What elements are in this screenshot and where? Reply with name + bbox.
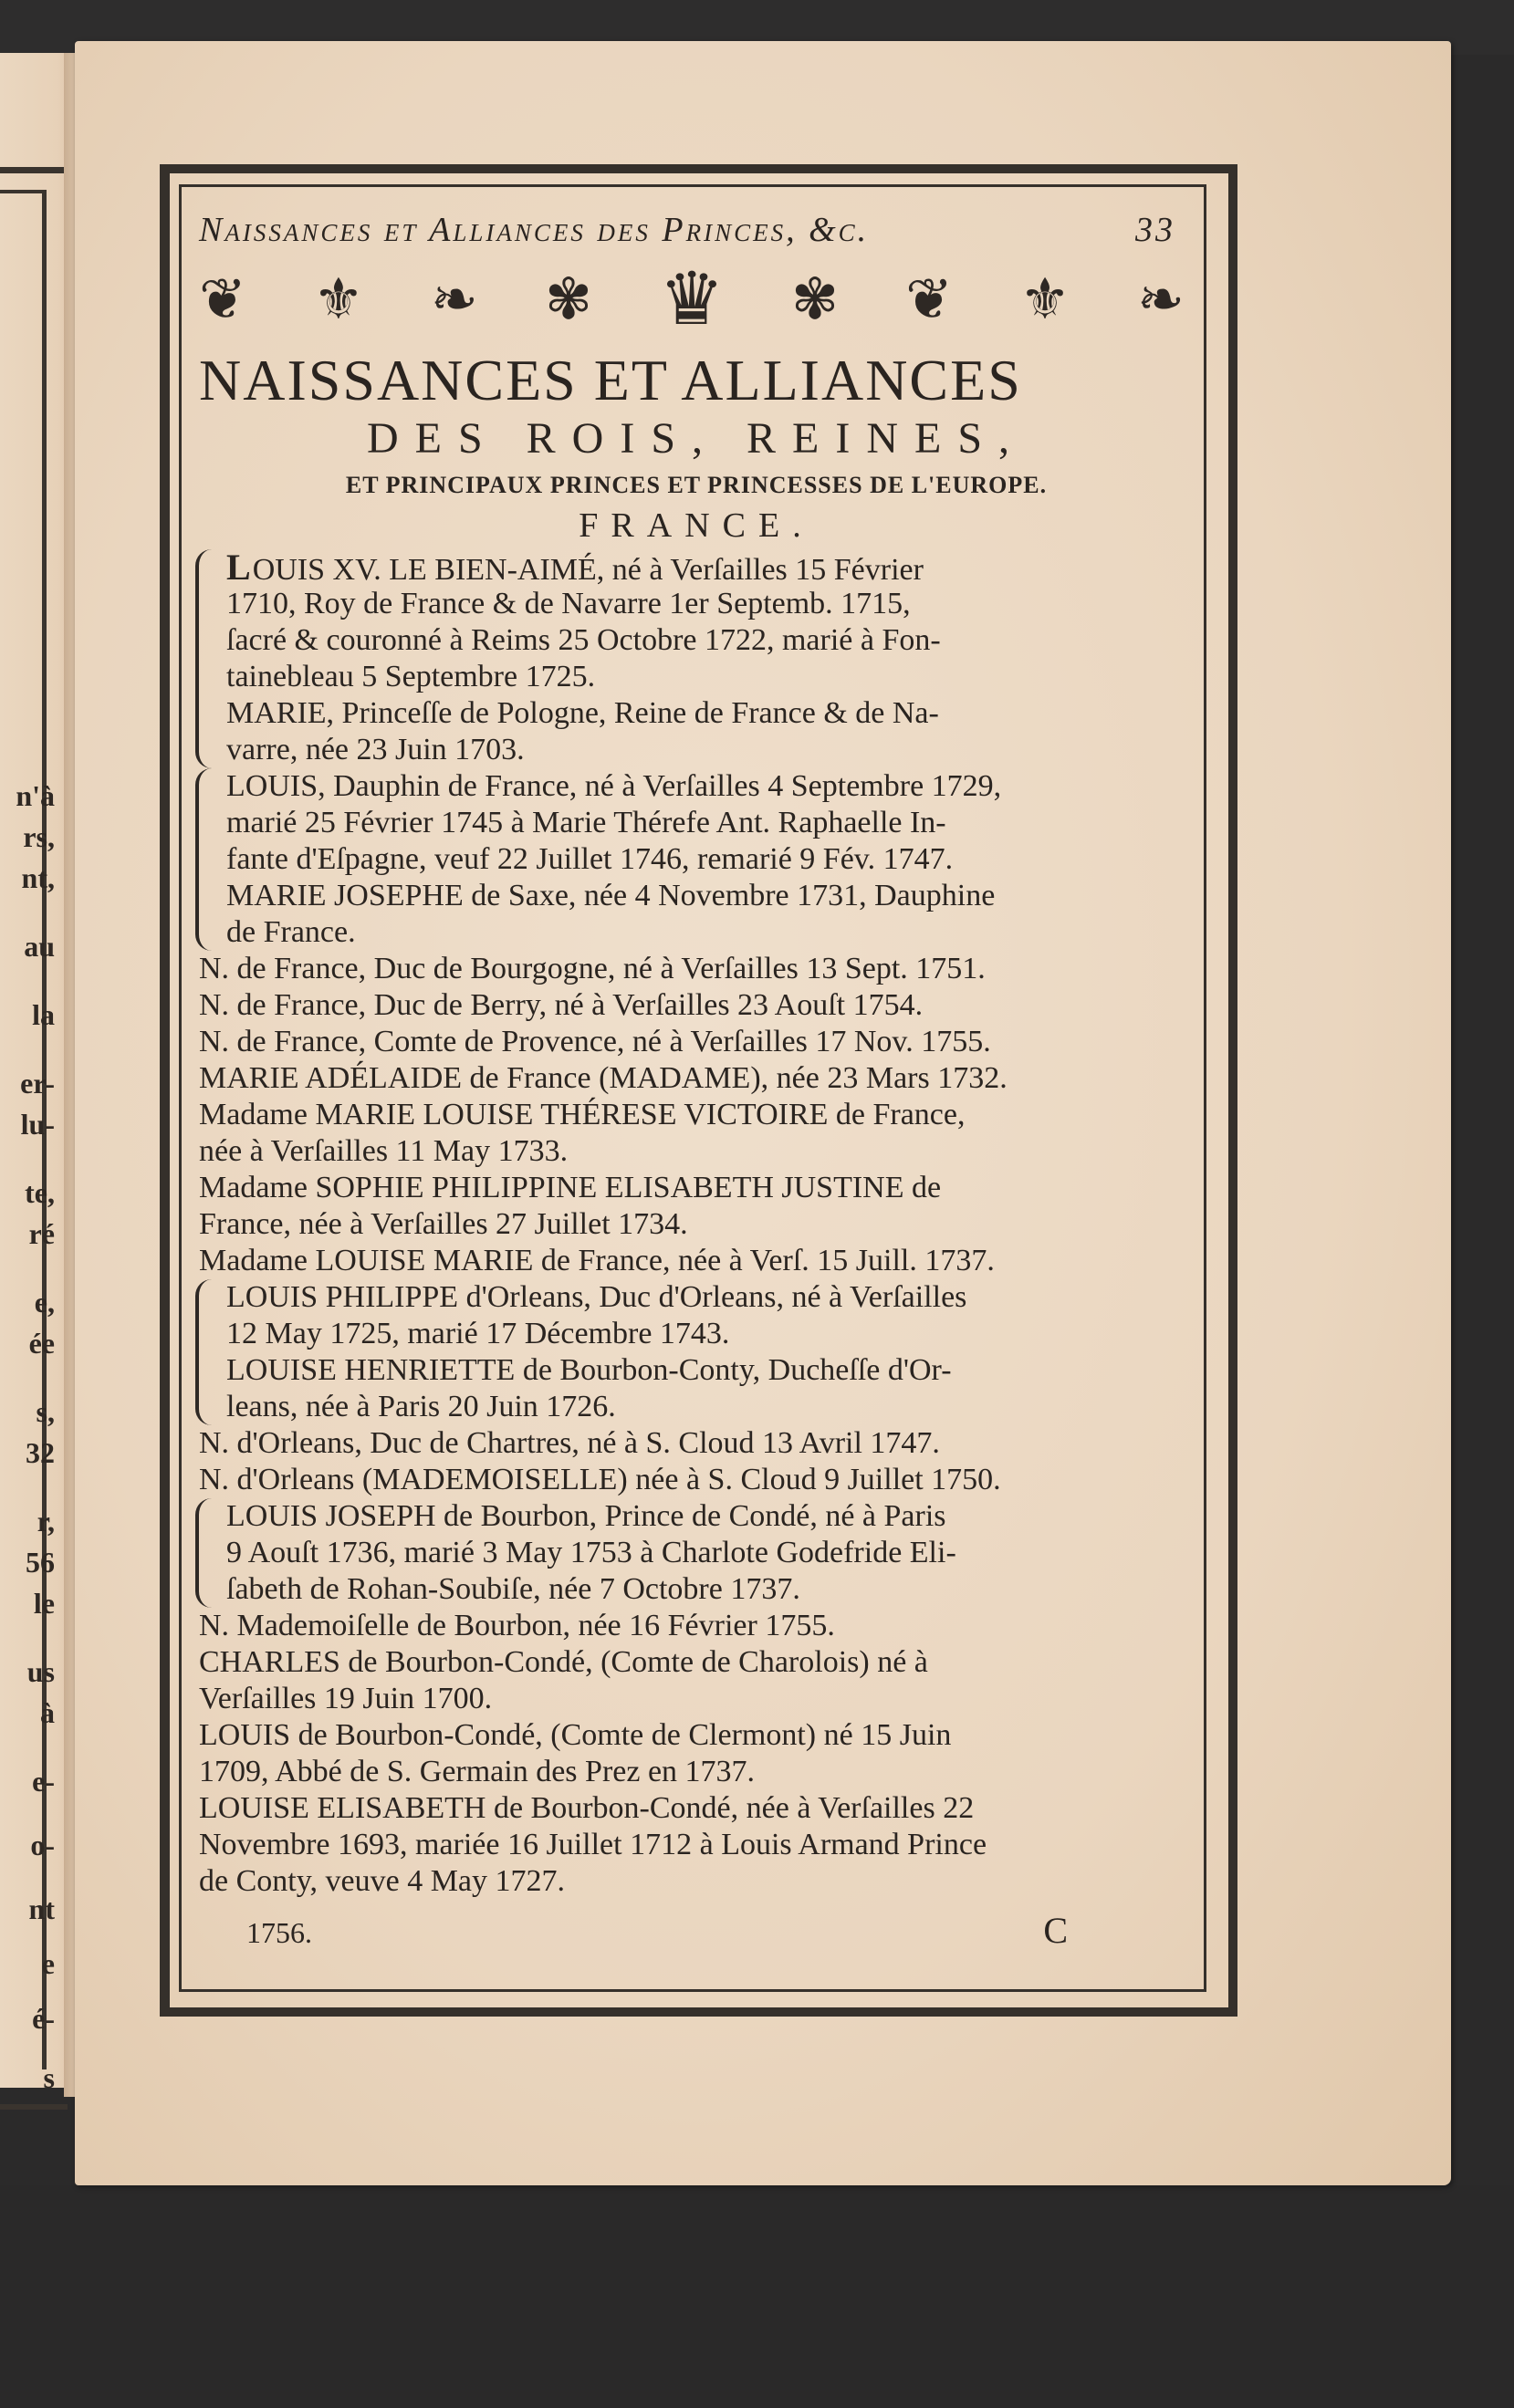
entry-line: née à Verſailles 11 May 1733. bbox=[199, 1134, 569, 1168]
running-head bbox=[199, 210, 1175, 250]
entry-line: Madame SOPHIE PHILIPPINE ELISABETH JUSTINE de bbox=[199, 1171, 942, 1204]
left-page-fragment: rs, bbox=[23, 820, 55, 853]
left-frame-bottom-rule bbox=[0, 2104, 68, 2110]
left-page-fragment: au bbox=[24, 930, 55, 963]
ornament-band bbox=[199, 259, 1185, 341]
left-page-fragment: le bbox=[33, 1587, 55, 1620]
entry-line: 9 Aouſt 1736, marié 3 May 1753 à Charlote Godefride Eli- bbox=[226, 1536, 956, 1569]
entry-line: LOUIS PHILIPPE d'Orleans, Duc d'Orleans, né à Verſailles bbox=[226, 1280, 967, 1314]
brace-bracket-icon bbox=[195, 1279, 221, 1425]
genealogy-entry bbox=[199, 768, 1194, 951]
left-page-fragment: nt, bbox=[21, 861, 55, 894]
entry-line: 1709, Abbé de S. Germain des Prez en 1737. bbox=[199, 1755, 756, 1788]
entry-line: ſabeth de Rohan-Soubiſe, née 7 Octobre 1737. bbox=[226, 1572, 800, 1606]
entry-line: LOUIS, Dauphin de France, né à Verſailles 4 Septembre 1729, bbox=[226, 769, 1002, 803]
flourish-ornament-icon: ❦ bbox=[199, 269, 246, 331]
entry-line: N. de France, Duc de Bourgogne, né à Verſailles 13 Sept. 1751. bbox=[199, 952, 986, 985]
entry-line bbox=[226, 549, 1194, 586]
left-page-fragment: e, bbox=[34, 1286, 55, 1319]
left-page-fragment: nt bbox=[28, 1892, 55, 1925]
entry-line: 12 May 1725, marié 17 Décembre 1743. bbox=[226, 1317, 730, 1350]
left-page-fragment: é- bbox=[32, 2002, 55, 2035]
left-page-fragment: ée bbox=[28, 1327, 55, 1360]
main-title: NAISSANCES ET ALLIANCES bbox=[199, 348, 1022, 412]
fleur-de-lis-ornament-icon: ⚜ bbox=[1019, 269, 1070, 331]
drop-cap: L bbox=[226, 547, 251, 588]
left-page-fragment: la bbox=[32, 998, 55, 1031]
entry-line: 1710, Roy de France & de Navarre 1er Septemb. 1715, bbox=[226, 587, 911, 620]
genealogy-entry bbox=[199, 951, 1194, 1279]
entry-line: marié 25 Février 1745 à Marie Thérefe Ant. Raphaelle In- bbox=[226, 806, 946, 839]
left-page-fragment: us bbox=[26, 1655, 55, 1688]
subtitle: DES ROIS, REINES, bbox=[366, 414, 1027, 463]
signature-mark: C bbox=[1043, 1910, 1068, 1951]
flourish-ornament-icon: ❧ bbox=[430, 269, 478, 331]
section-heading: FRANCE. bbox=[579, 506, 814, 545]
genealogy-entry bbox=[199, 1279, 1194, 1425]
scan-background-bottom bbox=[0, 2185, 1514, 2408]
left-page-fragment: n'à bbox=[16, 779, 55, 812]
flourish-ornament-icon: ✾ bbox=[545, 269, 592, 331]
left-page-fragment: 56 bbox=[26, 1546, 55, 1579]
entry-line: LOUISE HENRIETTE de Bourbon-Conty, Ducheſſe d'Or- bbox=[226, 1353, 952, 1387]
entry-line: de France. bbox=[226, 915, 356, 949]
entry-line: Novembre 1693, mariée 16 Juillet 1712 à Louis Armand Prince bbox=[199, 1828, 987, 1861]
brace-bracket-icon bbox=[195, 1498, 221, 1608]
flourish-ornament-icon: ❦ bbox=[905, 269, 954, 331]
left-page-fragment: o- bbox=[30, 1829, 55, 1861]
crown-ornament-icon: ♛ bbox=[659, 260, 725, 340]
page-footer bbox=[199, 1909, 1159, 1953]
running-head-title: Naissances et Alliances des Princes, &c. bbox=[199, 211, 870, 249]
entry-line: varre, née 23 Juin 1703. bbox=[226, 733, 525, 766]
entry-line: N. d'Orleans (MADEMOISELLE) née à S. Cloud 9 Juillet 1750. bbox=[199, 1463, 1001, 1496]
entry-line: N. d'Orleans, Duc de Chartres, né à S. Cloud 13 Avril 1747. bbox=[199, 1426, 940, 1460]
entry-line: fante d'Eſpagne, veuf 22 Juillet 1746, remarié 9 Fév. 1747. bbox=[226, 842, 954, 876]
entry-line: MARIE ADÉLAIDE de France (MADAME), née 23 Mars 1732. bbox=[199, 1061, 1008, 1095]
entry-line: tainebleau 5 Septembre 1725. bbox=[226, 660, 596, 693]
left-page-fragment: ré bbox=[28, 1217, 55, 1250]
entry-line: Madame MARIE LOUISE THÉRESE VICTOIRE de France, bbox=[199, 1098, 966, 1131]
entry-line: MARIE JOSEPHE de Saxe, née 4 Novembre 1731, Dauphine bbox=[226, 879, 996, 912]
entries-list bbox=[199, 549, 1194, 1900]
genealogy-entry bbox=[199, 1425, 1194, 1498]
entry-line: Verſailles 19 Juin 1700. bbox=[199, 1682, 493, 1715]
entry-line: France, née à Verſailles 27 Juillet 1734. bbox=[199, 1207, 688, 1241]
page-content bbox=[199, 210, 1194, 1953]
flourish-ornament-icon: ❧ bbox=[1137, 269, 1185, 331]
flourish-ornament-icon: ✾ bbox=[791, 269, 839, 331]
brace-bracket-icon bbox=[195, 549, 221, 768]
left-page-fragment: s, bbox=[36, 1395, 55, 1428]
genealogy-entry bbox=[199, 1608, 1194, 1900]
entry-line: ſacré & couronné à Reims 25 Octobre 1722, marié à Fon- bbox=[226, 623, 941, 657]
entry-line: N. de France, Duc de Berry, né à Verſailles 23 Aouſt 1754. bbox=[199, 988, 924, 1022]
entry-line: CHARLES de Bourbon-Condé, (Comte de Charolois) né à bbox=[199, 1645, 928, 1679]
entry-line-text: OUIS XV. LE BIEN-AIMÉ, né à Verſailles 15 Février bbox=[252, 553, 924, 587]
left-page-fragment: e- bbox=[32, 1765, 55, 1798]
left-page-fragment: e bbox=[41, 1947, 55, 1980]
entry-line: LOUISE ELISABETH de Bourbon-Condé, née à Verſailles 22 bbox=[199, 1791, 975, 1825]
left-page-fragment: s bbox=[43, 2061, 55, 2094]
entry-line: de Conty, veuve 4 May 1727. bbox=[199, 1864, 566, 1898]
left-page-fragment: 32 bbox=[26, 1436, 55, 1469]
entry-line: LOUIS de Bourbon-Condé, (Comte de Clermont) né 15 Juin bbox=[199, 1718, 952, 1752]
footer-year: 1756. bbox=[246, 1916, 312, 1949]
page-number: 33 bbox=[1135, 211, 1175, 249]
subtitle-secondary: ET PRINCIPAUX PRINCES ET PRINCESSES DE L'EUROPE. bbox=[345, 472, 1048, 498]
left-page-fragment: er- bbox=[20, 1067, 55, 1100]
left-page-fragment: à bbox=[40, 1696, 55, 1729]
entry-line: leans, née à Paris 20 Juin 1726. bbox=[226, 1390, 616, 1423]
entry-line: LOUIS JOSEPH de Bourbon, Prince de Condé, né à Paris bbox=[226, 1499, 946, 1533]
fleur-de-lis-ornament-icon: ⚜ bbox=[313, 269, 364, 331]
brace-bracket-icon bbox=[195, 768, 221, 951]
left-page-fragment: te, bbox=[25, 1176, 55, 1209]
entry-line: N. Mademoiſelle de Bourbon, née 16 Février 1755. bbox=[199, 1609, 835, 1642]
genealogy-entry bbox=[199, 1498, 1194, 1608]
entry-line: MARIE, Princeſſe de Pologne, Reine de France & de Na- bbox=[226, 696, 939, 730]
entry-line: N. de France, Comte de Provence, né à Verſailles 17 Nov. 1755. bbox=[199, 1025, 991, 1058]
left-page-fragment: lu- bbox=[20, 1108, 55, 1141]
left-page-fragment: r, bbox=[37, 1505, 55, 1538]
genealogy-entry bbox=[199, 549, 1194, 768]
entry-line: Madame LOUISE MARIE de France, née à Verſ. 15 Juill. 1737. bbox=[199, 1244, 995, 1277]
